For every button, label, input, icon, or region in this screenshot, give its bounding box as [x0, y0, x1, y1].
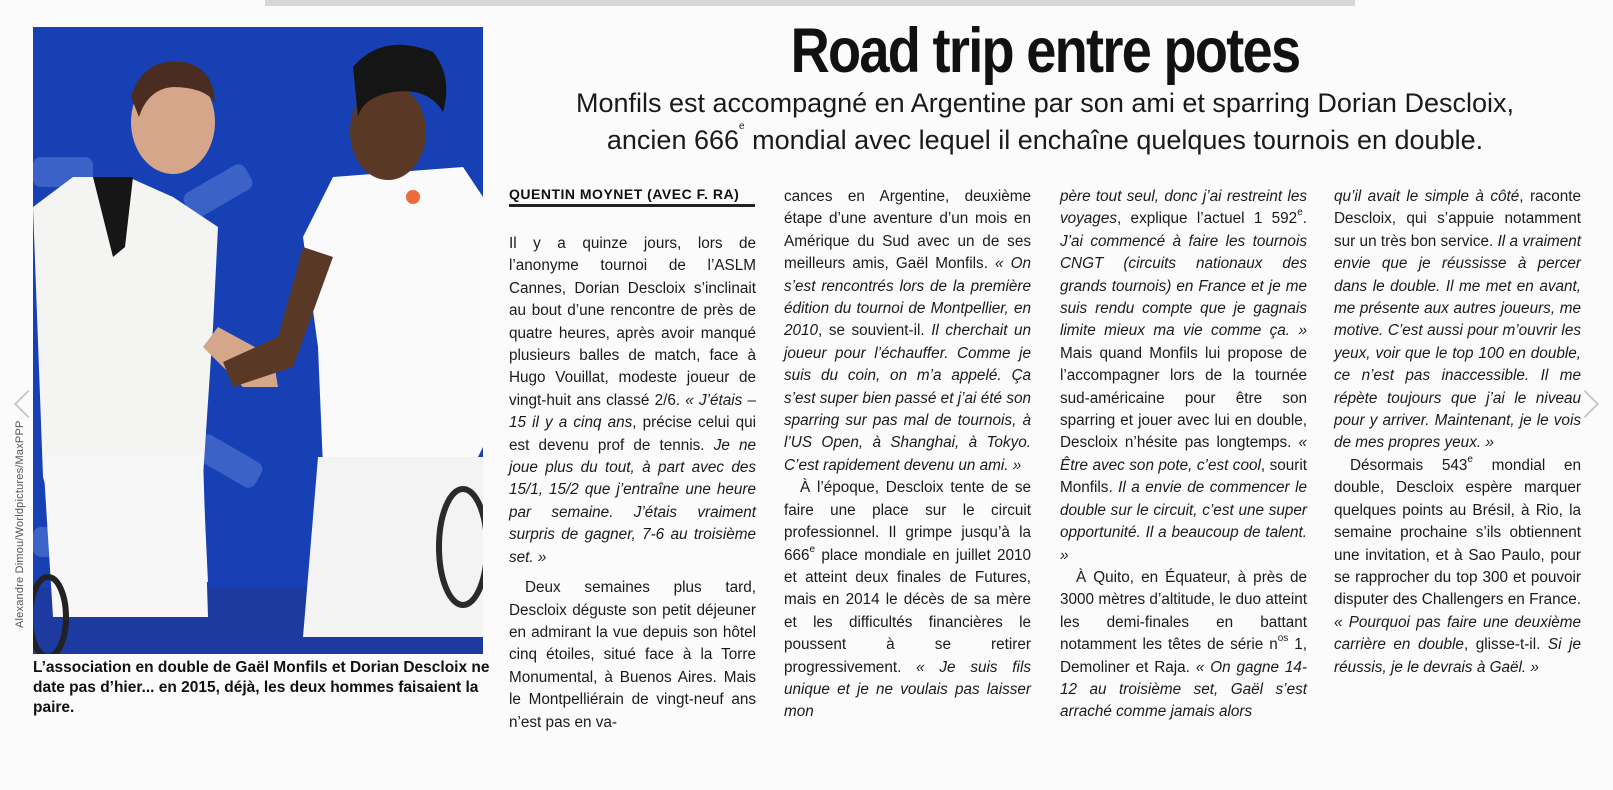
- subheadline: [505, 85, 1585, 159]
- subheadline-line-1: Monfils est accompagné en Argentine par son ami et sparring Dorian Descloix,: [576, 88, 1514, 118]
- paragraph: À l’époque, Descloix tente de se faire une place sur le circuit professionnel. Il grimpe jusqu’à la 666e place mondiale en juillet 2010 et atteint deux finales de Futures, mais en 2014 le décès de sa mère et les difficultés financières le poussent à se retirer progressivement. « Je suis fils unique et je ne voulais pas laisser mon: [784, 479, 1032, 721]
- photo-credit: Alexandre Dimou/Worldpictures/MaxPPP: [14, 420, 26, 628]
- article-column-4: [1334, 186, 1581, 679]
- paragraph: cances en Argentine, deuxième étape d’une aventure d’un mois en Amérique du Sud avec un de ses meilleurs amis, Gaël Monfils. « On s’est rencontrés lors de la première édition du tournoi de Montpellier, en 2010, se souvient-il. Il cherchait un joueur pour l’échauffer. Comme je suis du coin, on m’a appelé. Ça s’est super bien passé et j’ai été son sparring sur pas mal de tournois, à l’US Open, à Shanghai, à Tokyo. C’est rapidement devenu un ami. »: [784, 188, 1032, 474]
- article-column-1: [509, 233, 756, 734]
- paragraph: qu’il avait le simple à côté, raconte Descloix, qui s’appuie notamment sur un très bon service. Il a vraiment envie que je réussisse à percer dans le double. Il me met en avant, me présente aux autres joueurs, me motive. C’est aussi pour m’ouvrir les yeux, voir que le top 100 en double, ce n’est pas inaccessible. Il me répète toujours que j’ai le niveau pour y arriver. Maintenant, je le vois de mes propres yeux. »: [1334, 188, 1581, 452]
- paragraph: Il y a quinze jours, lors de l’anonyme tournoi de l’ASLM Cannes, Dorian Descloix s’inclinait au bout d’une rencontre de près de quatre heures, après avoir manqué plusieurs balles de match, face à Hugo Vouillat, modeste joueur de vingt-huit ans classé 2/6. « J’étais – 15 il y a cinq ans, précise celui qui est devenu prof de tennis. Je ne joue plus du tout, à part avec des 15/1, 15/2 que j’entraîne une heure par semaine. J’étais vraiment surpris de gagner, 7-6 au troisième set. »: [509, 235, 757, 566]
- headline: Road trip entre potes: [790, 16, 1300, 86]
- photo-caption: L’association en double de Gaël Monfils et Dorian Descloix ne date pas d’hier... en 2015, déjà, les deux hommes faisaient la paire.: [33, 659, 490, 716]
- paragraph: À Quito, en Équateur, à près de 3000 mètres d’altitude, le duo atteint les demi-finales en battant notamment les têtes de série $n^{os}$ 1, Demoliner et Raja. « On gagne 14-12 au troisième set, Gaël s’est arraché comme jamais alors: [1060, 568, 1307, 721]
- article-photo: [33, 27, 483, 654]
- article-column-2: [784, 186, 1031, 724]
- paragraph: Désormais 543e mondial en double, Descloix espère marquer quelques points au Brésil, à Rio, la semaine prochaine s’ils obtiennent une invitation, et à Sao Paulo, pour se rapprocher du top 300 et pouvoir disputer des Challengers en France. « Pourquoi pas faire une deuxième carrière en double, glisse-t-il. Si je réussis, je le devrais à Gaël. »: [1334, 453, 1582, 676]
- article-column-3: [1060, 186, 1307, 724]
- byline: QUENTIN MOYNET (AVEC F. RA): [509, 186, 755, 207]
- top-scroll-bar: [265, 0, 1355, 6]
- paragraph: père tout seul, donc j’ai restreint les voyages, explique l’actuel 1 592e. J’ai commencé à faire les tournois CNGT (circuits nationaux des grands tournois) en France et je me suis rendu compte que je gagnais limite mieux ma vie comme ça. » Mais quand Monfils lui propose de l’accompagner lors de la tournée sud-américaine pour être son sparring et jouer avec lui en double, Descloix n’hésite pas longtemps. « Être avec son pote, c’est cool, sourit Monfils. Il a envie de commencer le double sur le circuit, c’est une super opportunité. Il a beaucoup de talent. »: [1060, 188, 1308, 564]
- paragraph: Deux semaines plus tard, Descloix déguste son petit déjeuner en admirant la vue depuis son hôtel cinq étoiles, situé face à la Torre Monumental, à Buenos Aires. Mais le Montpelliérain de vingt-neuf ans n’est pas en va-: [509, 579, 756, 731]
- subheadline-line-2: ancien 666e mondial avec lequel il enchaîne quelques tournois en double.: [606, 121, 1484, 155]
- tennis-players-illustration: [33, 27, 483, 654]
